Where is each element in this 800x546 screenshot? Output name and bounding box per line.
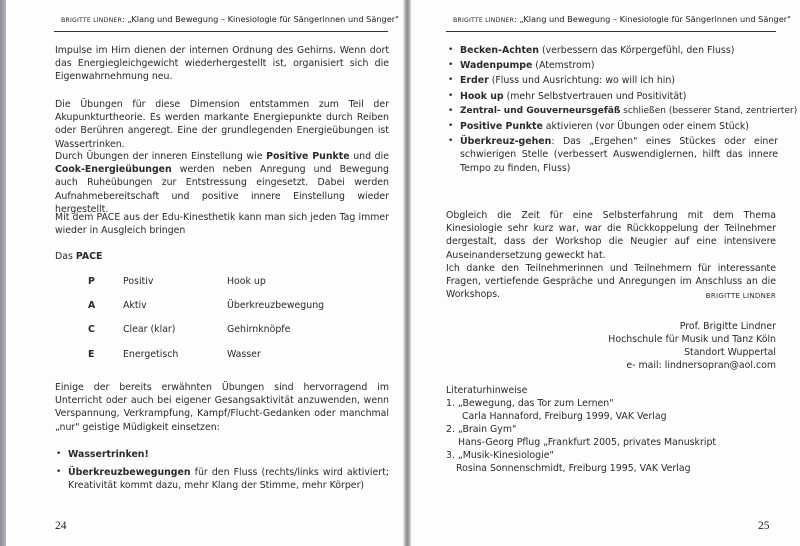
bold-term: PACE bbox=[75, 251, 103, 262]
running-head-author: BRIGITTE LINDNER bbox=[453, 17, 515, 24]
bold-term: Positive Punkte bbox=[266, 151, 350, 162]
literature-title: 1. „Bewegung, das Tor zum Lernen" bbox=[446, 398, 614, 409]
bullet-list bbox=[448, 44, 798, 177]
list-item bbox=[56, 448, 389, 461]
bullet-icon: • bbox=[448, 45, 454, 55]
literature-detail: Hans-Georg Pflug „Frankfurt 2005, privates Manuskript bbox=[458, 437, 717, 448]
address-line: Standort Wuppertal bbox=[684, 347, 776, 358]
running-head-title: : „Klang und Bewegung – Kinesiologie für Sängerinnen und Sänger" bbox=[122, 14, 399, 24]
pace-word: Positiv bbox=[123, 276, 154, 287]
bold-term: Erder bbox=[460, 75, 489, 87]
bold-term: Positive Punkte bbox=[460, 121, 543, 133]
paragraph: Mit dem PACE aus der Edu-Kinesthetik kann man sich jeden Tag immer wieder in Ausgleich bringen bbox=[55, 212, 389, 237]
text: für den Fluss (rechts/links wird aktiviert; Kreativität kommt dazu, mehr Klang der Stimme, mehr Körper) bbox=[68, 467, 389, 492]
text: schließen (besserer Stand, zentrierter) bbox=[620, 105, 798, 116]
bullet-list bbox=[56, 448, 389, 498]
text: und die bbox=[349, 151, 390, 162]
literature-title: 3. „Musik-Kinesiologie" bbox=[446, 450, 554, 461]
bullet-icon: • bbox=[448, 75, 454, 86]
pace-exercise: Wasser bbox=[227, 349, 261, 360]
pace-exercise: Hook up bbox=[227, 276, 266, 287]
list-item bbox=[448, 90, 778, 103]
address-line: Prof. Brigitte Lindner bbox=[679, 321, 776, 332]
bullet-icon: • bbox=[448, 60, 454, 71]
bullet-icon: • bbox=[56, 467, 62, 478]
text: Durch Übungen der inneren Einstellung wie bbox=[55, 151, 267, 162]
bold-term: Becken-Achten bbox=[460, 45, 539, 56]
running-head bbox=[61, 14, 399, 24]
bold-term: Überkreuz-gehen bbox=[460, 136, 552, 148]
left-page bbox=[6, 0, 403, 546]
bold-term: Cook-Energieübungen bbox=[55, 164, 172, 176]
bullet-icon: • bbox=[448, 121, 454, 132]
literature-detail: Rosina Sonnenschmidt, Freiburg 1995, VAK Verlag bbox=[456, 463, 691, 474]
running-head-title: : „Klang und Bewegung – Kinesiologie für Sängerinnen und Sänger" bbox=[514, 14, 791, 24]
list-item bbox=[448, 59, 778, 72]
address-line: Hochschule für Musik und Tanz Köln bbox=[608, 334, 776, 345]
bold-term: Wassertrinken! bbox=[68, 449, 149, 460]
paragraph: Ich danke den Teilnehmerinnen und Teilnehmern für interessante Fragen, vertiefende Gespräche und Anregungen im Anschluss an die Workshops. bbox=[446, 263, 776, 301]
header-rule bbox=[54, 31, 388, 32]
pace-heading bbox=[55, 250, 389, 263]
paragraph: Obgleich die Zeit für eine Selbsterfahrung mit dem Thema Kinesiologie sehr kurz war, war die Rückkoppelung der Teilnehmer dergestalt, dass der Workshop die Neugier auf eine intensivere Auseinandersetzung geweckt hat. bbox=[446, 210, 776, 261]
paragraph: Einige der bereits erwähnten Übungen sind hervorragend im Unterricht oder auch bei eigener Gesangsaktivität anzuwenden, wenn Verspannung, Verkrampfung, Kampf/Flucht-Gedanken oder manchmal „nur" geistige Müdigkeit einsetzen: bbox=[55, 382, 389, 433]
text: Das bbox=[55, 251, 76, 262]
paragraph: Impulse im Hirn dienen der internen Ordnung des Gehirns. Wenn dort das Energiegleichgewicht wiederhergestellt ist, organisiert sich die Eigenwahrnehmung neu. bbox=[55, 45, 389, 83]
paragraph: Die Übungen für diese Dimension entstammen zum Teil der Akupunkturtheorie. Es werden markante Energiepunkte durch Reiben oder Berühren angeregt. Eine der grundlegenden Energieübungen ist Wassertrinken. bbox=[55, 99, 389, 150]
address-block bbox=[531, 320, 776, 372]
right-page bbox=[411, 0, 800, 546]
bullet-icon: • bbox=[448, 90, 454, 101]
text: (Atemstrom) bbox=[532, 60, 595, 72]
text: werden neben Anregung und Bewegung auch Ruheübungen zur Entstressung eingesetzt. Dabei werden Aufnahmebereitschaft und positive innere Einstellung wieder hergestellt. bbox=[55, 164, 389, 215]
bullet-icon: • bbox=[448, 136, 454, 147]
running-head-author: BRIGITTE LINDNER bbox=[61, 17, 123, 24]
bold-term: Hook up bbox=[460, 90, 504, 102]
literature-heading: Literaturhinweise bbox=[446, 385, 528, 396]
list-item bbox=[448, 44, 778, 57]
text: (mehr Selbstvertrauen und Positivität) bbox=[503, 90, 687, 102]
list-item bbox=[448, 74, 778, 87]
pace-word: Energetisch bbox=[123, 349, 179, 360]
text: aktivieren (vor Übungen oder einem Stück) bbox=[542, 121, 749, 133]
signature: BRIGITTE LINDNER bbox=[705, 292, 776, 300]
list-item bbox=[448, 135, 778, 175]
header-rule bbox=[446, 31, 776, 32]
literature-detail: Carla Hannaford, Freiburg 1999, VAK Verlag bbox=[462, 411, 667, 422]
pace-letter: C bbox=[88, 324, 95, 335]
pace-exercise: Gehirnknöpfe bbox=[227, 324, 291, 335]
bold-term: Überkreuzbewegungen bbox=[68, 467, 191, 479]
pace-word: Clear (klar) bbox=[123, 324, 176, 335]
bullet-icon: • bbox=[56, 449, 62, 459]
text: : Das „Ergehen" eines Stückes oder einer schwierigen Stelle (verbessert Auswendiglernen, hilft das innere Tempo zu finden, Fluss) bbox=[460, 136, 778, 174]
list-item bbox=[448, 120, 778, 133]
bold-term: Wadenpumpe bbox=[460, 60, 533, 72]
literature-list bbox=[446, 384, 776, 475]
page-number: 24 bbox=[55, 520, 67, 532]
pace-letter: E bbox=[88, 349, 95, 360]
paragraph bbox=[55, 150, 389, 216]
running-head bbox=[453, 14, 791, 24]
pace-exercise: Überkreuzbewegung bbox=[227, 300, 325, 311]
list-item bbox=[448, 105, 798, 118]
bold-term: Zentral- und Gouverneursgefäß bbox=[460, 105, 621, 116]
page-number: 25 bbox=[758, 520, 770, 532]
email: e- mail: lindnersopran@aol.com bbox=[626, 360, 776, 371]
pace-letter: A bbox=[88, 300, 96, 311]
text: (verbessern das Körpergefühl, den Fluss) bbox=[538, 45, 735, 56]
book-gutter bbox=[403, 0, 411, 546]
literature-title: 2. „Brain Gym" bbox=[446, 424, 517, 435]
text: (Fluss und Ausrichtung: wo will ich hin) bbox=[488, 75, 675, 87]
pace-word: Aktiv bbox=[123, 300, 147, 311]
pace-letter: P bbox=[88, 276, 95, 287]
list-item bbox=[56, 466, 389, 492]
bullet-icon: • bbox=[448, 105, 454, 116]
